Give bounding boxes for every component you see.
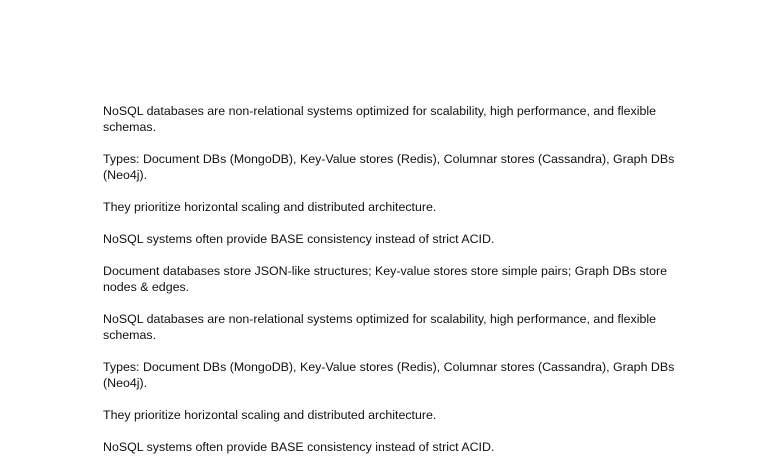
paragraph-data-structures: Document databases store JSON-like structures; Key-value stores store simple pairs; Graph DBs store nodes & edges. bbox=[103, 264, 667, 294]
paragraph-nosql-intro-repeat: NoSQL databases are non-relational systems optimized for scalability, high performance, and flexible schemas. bbox=[103, 312, 657, 342]
paragraph-nosql-types: Types: Document DBs (MongoDB), Key-Value stores (Redis), Columnar stores (Cassandra), Graph DBs (Neo4j). bbox=[103, 152, 675, 182]
document-body bbox=[103, 103, 683, 471]
paragraph-nosql-types-repeat: Types: Document DBs (MongoDB), Key-Value stores (Redis), Columnar stores (Cassandra), Graph DBs (Neo4j). bbox=[103, 360, 675, 390]
paragraph-horizontal-scaling-repeat: They prioritize horizontal scaling and distributed architecture. bbox=[103, 408, 437, 422]
paragraph-nosql-intro: NoSQL databases are non-relational systems optimized for scalability, high performance, and flexible schemas. bbox=[103, 104, 657, 134]
paragraph-base-consistency-repeat: NoSQL systems often provide BASE consistency instead of strict ACID. bbox=[103, 440, 495, 454]
paragraph-horizontal-scaling: They prioritize horizontal scaling and distributed architecture. bbox=[103, 200, 437, 214]
paragraph-base-consistency: NoSQL systems often provide BASE consistency instead of strict ACID. bbox=[103, 232, 495, 246]
